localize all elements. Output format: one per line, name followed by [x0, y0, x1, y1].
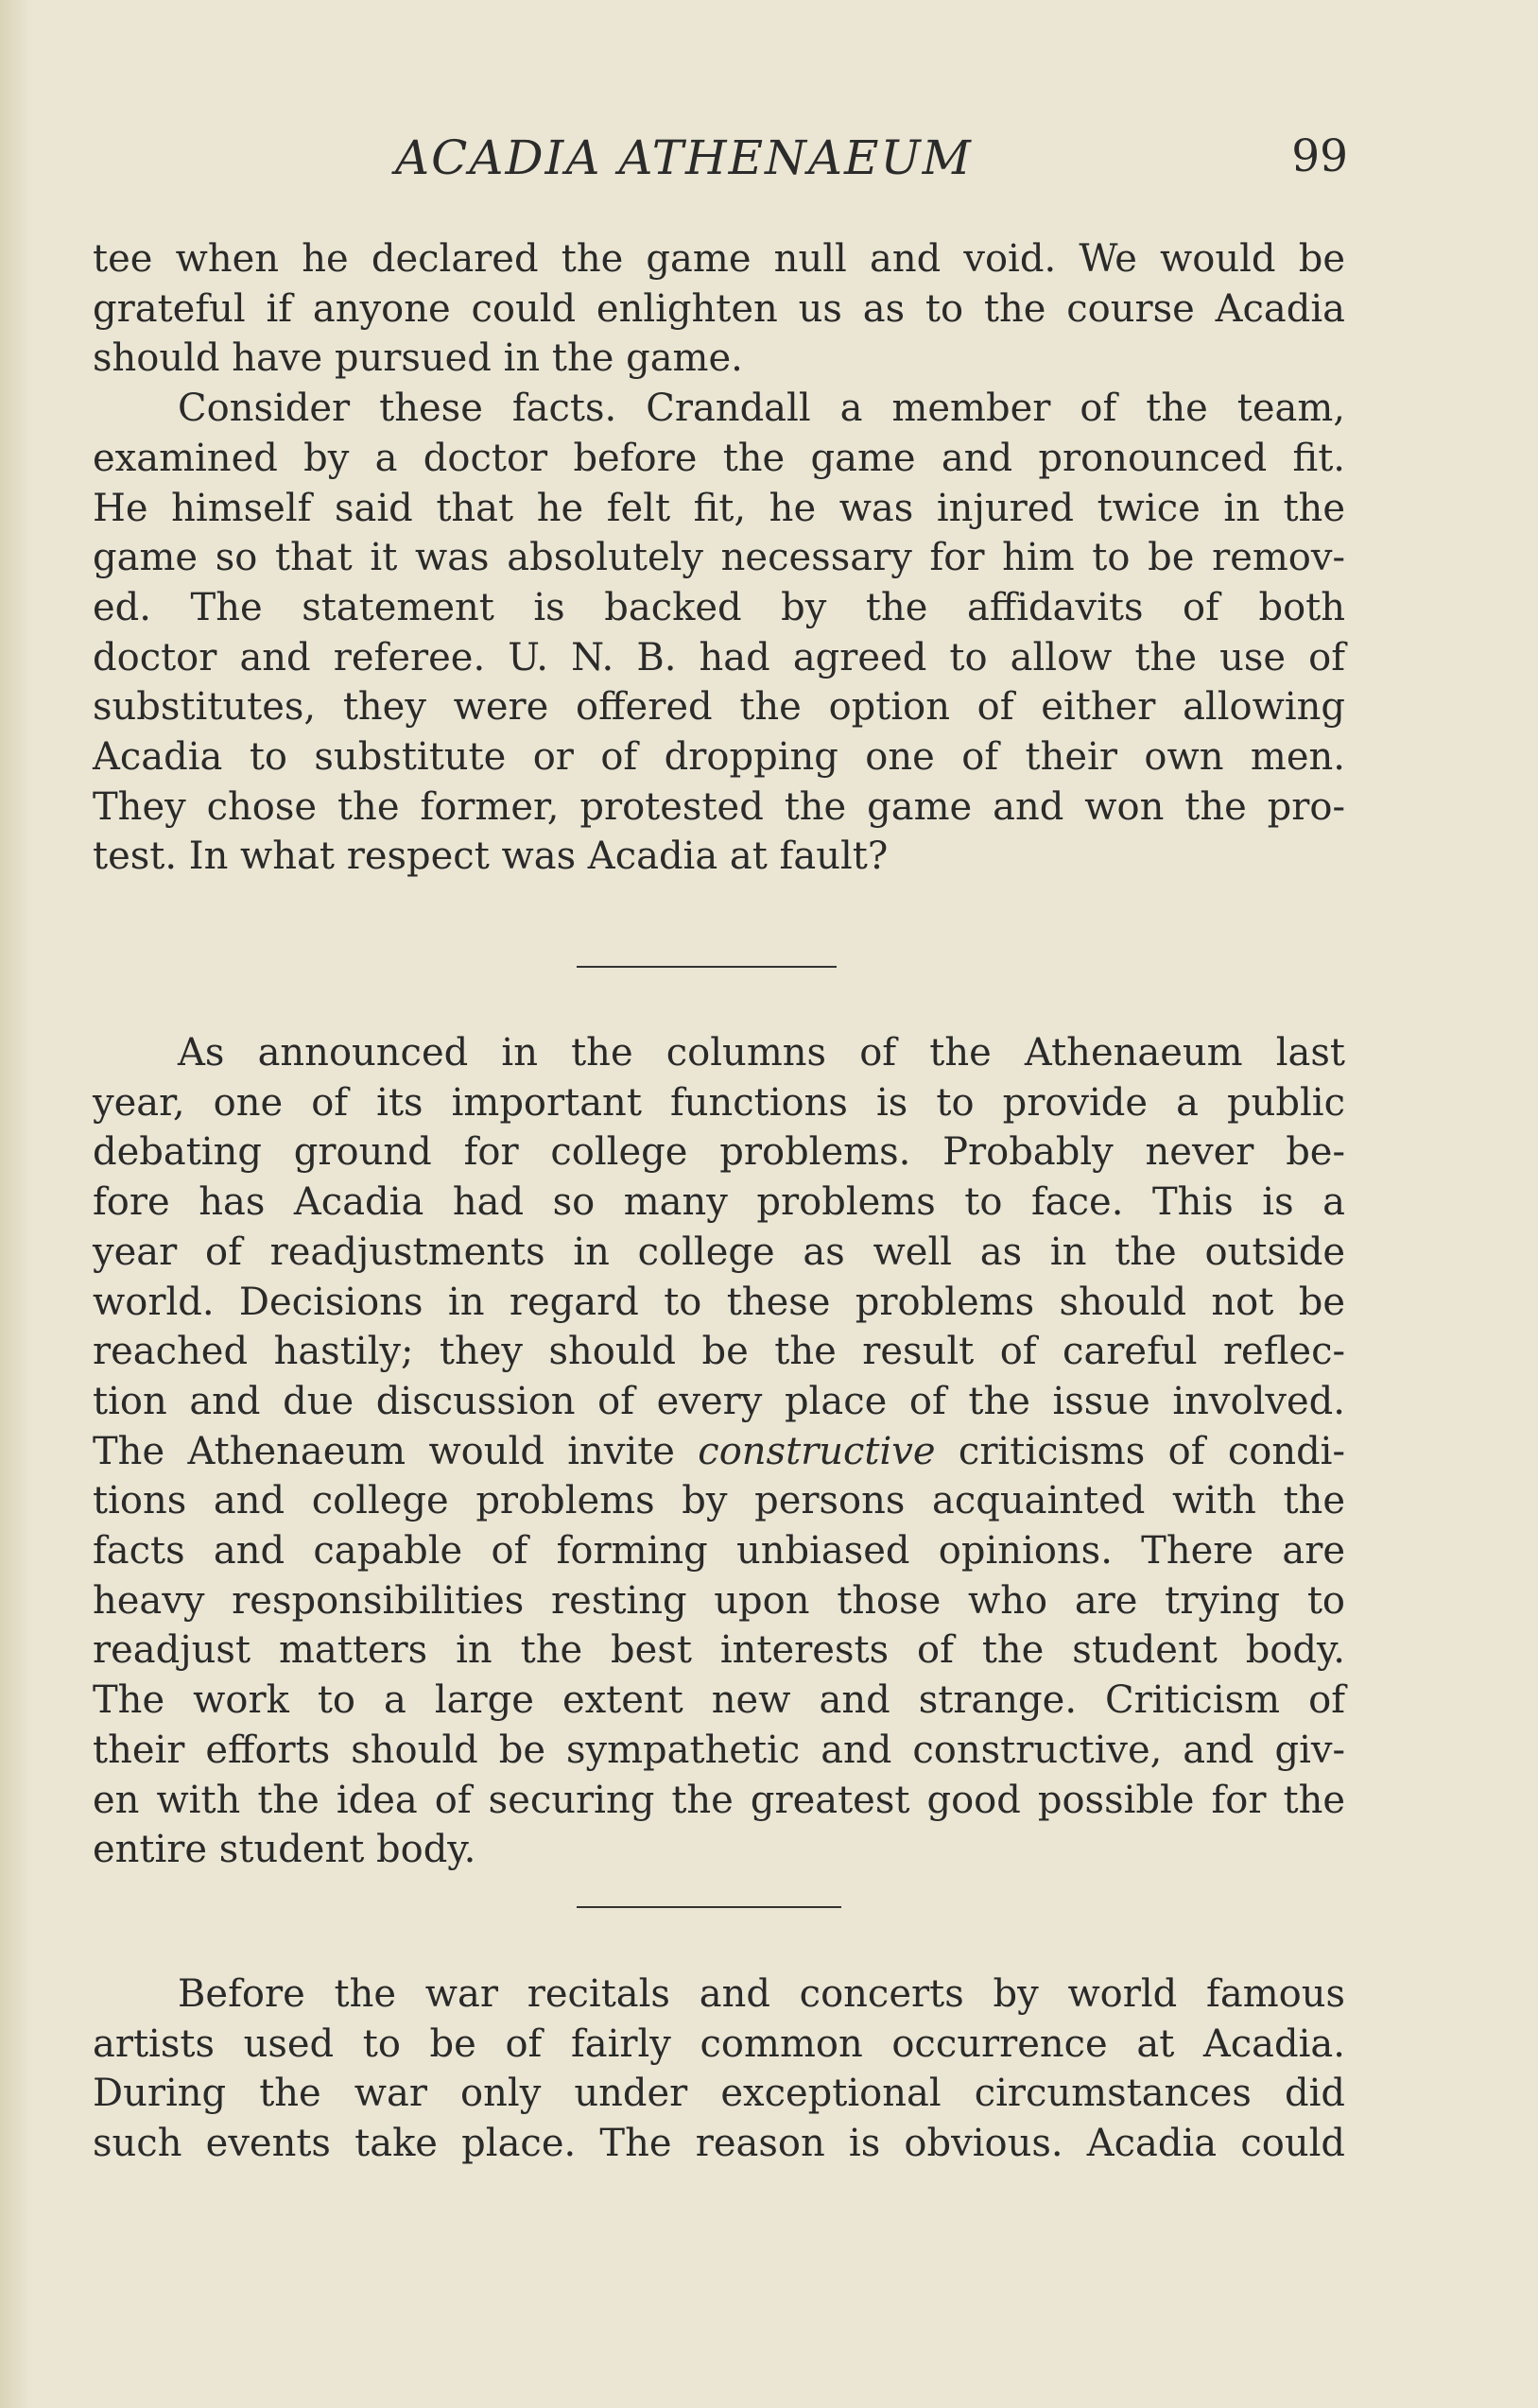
- section-divider: [577, 1906, 841, 1908]
- text-run: criticisms of condi-: [935, 1429, 1345, 1473]
- paragraph-athenaeum: [93, 1028, 1345, 1875]
- text-line: fore has Acadia had so many problems to face. This is a: [93, 1180, 1345, 1225]
- section-divider: [577, 966, 837, 968]
- text-line: should have pursued in the game.: [93, 336, 743, 381]
- text-line: The work to a large extent new and strange. Criticism of: [93, 1678, 1345, 1723]
- text-line: Acadia to substitute or of dropping one of their own men.: [93, 735, 1345, 780]
- text-line: artists used to be of fairly common occurrence at Acadia.: [93, 2021, 1345, 2066]
- text-line: facts and capable of forming unbiased opinions. There are: [93, 1529, 1345, 1574]
- paragraph-recitals: [93, 1969, 1345, 2169]
- text-line: Before the war recitals and concerts by world famous: [178, 1972, 1345, 2016]
- text-line: tion and due discussion of every place of the issue involved.: [93, 1379, 1345, 1423]
- text-line: tions and college problems by persons acquainted with the: [93, 1479, 1345, 1523]
- text-line: their efforts should be sympathetic and constructive, and giv-: [93, 1728, 1345, 1772]
- text-line: heavy responsibilities resting upon those who are trying to: [93, 1578, 1345, 1623]
- text-line: game so that it was absolutely necessary for him to be remov-: [93, 536, 1345, 580]
- text-line: He himself said that he felt fit, he was injured twice in the: [93, 486, 1345, 530]
- text-line: world. Decisions in regard to these problems should not be: [93, 1280, 1345, 1324]
- text-line: test. In what respect was Acadia at fault?: [93, 834, 889, 879]
- paragraph-protest: [93, 234, 1345, 882]
- text-line: grateful if anyone could enlighten us as to the course Acadia: [93, 286, 1345, 331]
- text-line: entire student body.: [93, 1828, 476, 1872]
- text-line: tee when he declared the game null and void. We would be: [93, 237, 1345, 281]
- text-line: ed. The statement is backed by the affidavits of both: [93, 585, 1345, 629]
- text-line: reached hastily; they should be the result of careful reflec-: [93, 1330, 1345, 1374]
- text-line: en with the idea of securing the greatest good possible for the: [93, 1778, 1345, 1822]
- text-line: During the war only under exceptional circumstances did: [93, 2072, 1345, 2116]
- running-title: ACADIA ATHENAEUM: [395, 130, 973, 185]
- text-run: The Athenaeum would invite: [93, 1429, 699, 1473]
- text-line: doctor and referee. U. N. B. had agreed to allow the use of: [93, 635, 1345, 679]
- text-line: year of readjustments in college as well as in the outside: [93, 1230, 1345, 1274]
- text-line: As announced in the columns of the Athenaeum last: [178, 1031, 1345, 1075]
- text-line: examined by a doctor before the game and pronounced fit.: [93, 436, 1345, 480]
- page-header: [93, 130, 1348, 206]
- text-line: They chose the former, protested the game and won the pro-: [93, 784, 1345, 829]
- page-edge-shading: [0, 0, 32, 2408]
- text-line: year, one of its important functions is to provide a public: [93, 1080, 1345, 1125]
- text-line: debating ground for college problems. Probably never be-: [93, 1130, 1345, 1175]
- page-number: 99: [1291, 130, 1348, 182]
- text-line: substitutes, they were offered the option of either allowing: [93, 685, 1345, 730]
- text-line: such events take place. The reason is obvious. Acadia could: [93, 2122, 1345, 2166]
- text-line: Consider these facts. Crandall a member of the team,: [178, 387, 1345, 431]
- text-line: readjust matters in the best interests of the student body.: [93, 1628, 1345, 1673]
- emphasis-text: constructive: [698, 1429, 936, 1473]
- text-line: [93, 1427, 1345, 1477]
